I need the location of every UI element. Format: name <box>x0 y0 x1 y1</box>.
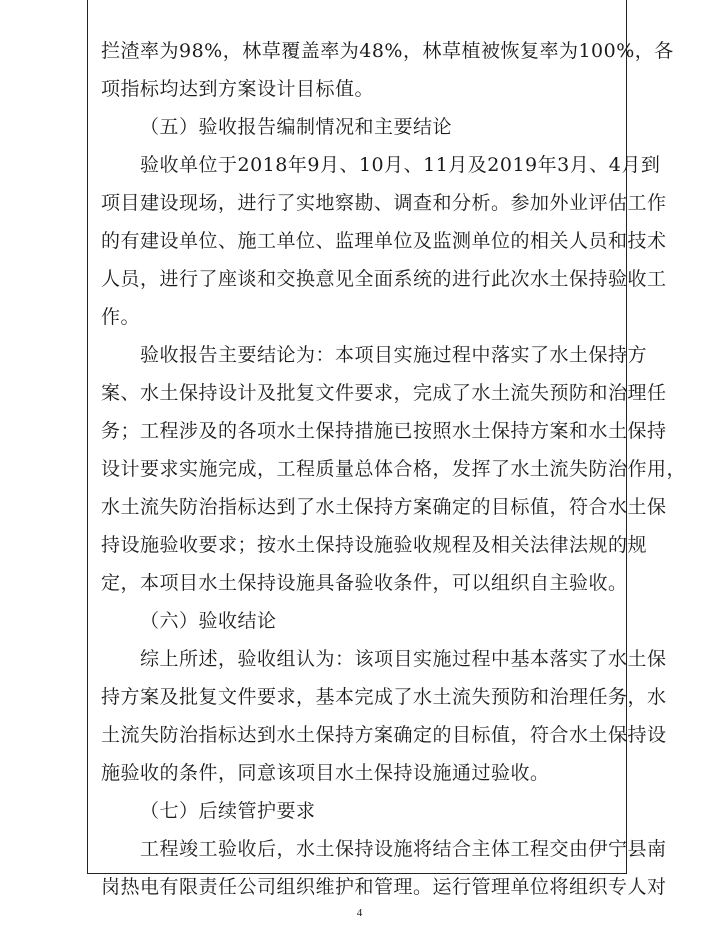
paragraph-line: 持方案及批复文件要求，基本完成了水土流失预防和治理任务，水 <box>101 686 667 708</box>
paragraph-line: 的有建设单位、施工单位、监理单位及监测单位的相关人员和技术 <box>101 230 667 252</box>
document-body <box>101 32 687 906</box>
paragraph-line: 土流失防治指标达到水土保持方案确定的目标值，符合水土保持设 <box>101 724 667 746</box>
paragraph-line: 综上所述，验收组认为：该项目实施过程中基本落实了水土保 <box>140 648 667 670</box>
paragraph-line: 项目建设现场，进行了实地察勘、调查和分析。参加外业评估工作 <box>101 192 667 214</box>
paragraph-line: 水土流失防治指标达到了水土保持方案确定的目标值，符合水土保 <box>101 496 667 518</box>
paragraph-line: 持设施验收要求；按水土保持设施验收规程及相关法律法规的规 <box>101 534 648 556</box>
paragraph-line: 定，本项目水土保持设施具备验收条件，可以组织自主验收。 <box>101 572 628 594</box>
paragraph-line: 验收报告主要结论为：本项目实施过程中落实了水土保持方 <box>140 344 648 366</box>
section-heading-5: （五）验收报告编制情况和主要结论 <box>140 116 453 138</box>
paragraph-line: 案、水土保持设计及批复文件要求，完成了水土流失预防和治理任 <box>101 382 667 404</box>
paragraph-line: 务；工程涉及的各项水土保持措施已按照水土保持方案和水土保持 <box>101 420 667 442</box>
section-heading-7: （七）后续管护要求 <box>140 800 316 822</box>
paragraph-line: 设计要求实施完成，工程质量总体合格，发挥了水土流失防治作用， <box>101 458 687 480</box>
paragraph-line: 项指标均达到方案设计目标值。 <box>101 78 375 100</box>
section-heading-6: （六）验收结论 <box>140 610 277 632</box>
paragraph-line: 工程竣工验收后，水土保持设施将结合主体工程交由伊宁县南 <box>140 838 667 860</box>
paragraph-line: 人员，进行了座谈和交换意见全面系统的进行此次水土保持验收工 <box>101 268 667 290</box>
paragraph-line: 拦渣率为98%，林草覆盖率为48%，林草植被恢复率为100%，各 <box>101 40 674 62</box>
paragraph-line: 作。 <box>101 306 141 328</box>
paragraph-line: 施验收的条件，同意该项目水土保持设施通过验收。 <box>101 762 550 784</box>
paragraph-line: 验收单位于2018年9月、10月、11月及2019年3月、4月到 <box>140 154 661 176</box>
page-number: 4 <box>356 907 363 919</box>
paragraph-line: 岗热电有限责任公司组织维护和管理。运行管理单位将组织专人对 <box>101 876 667 898</box>
